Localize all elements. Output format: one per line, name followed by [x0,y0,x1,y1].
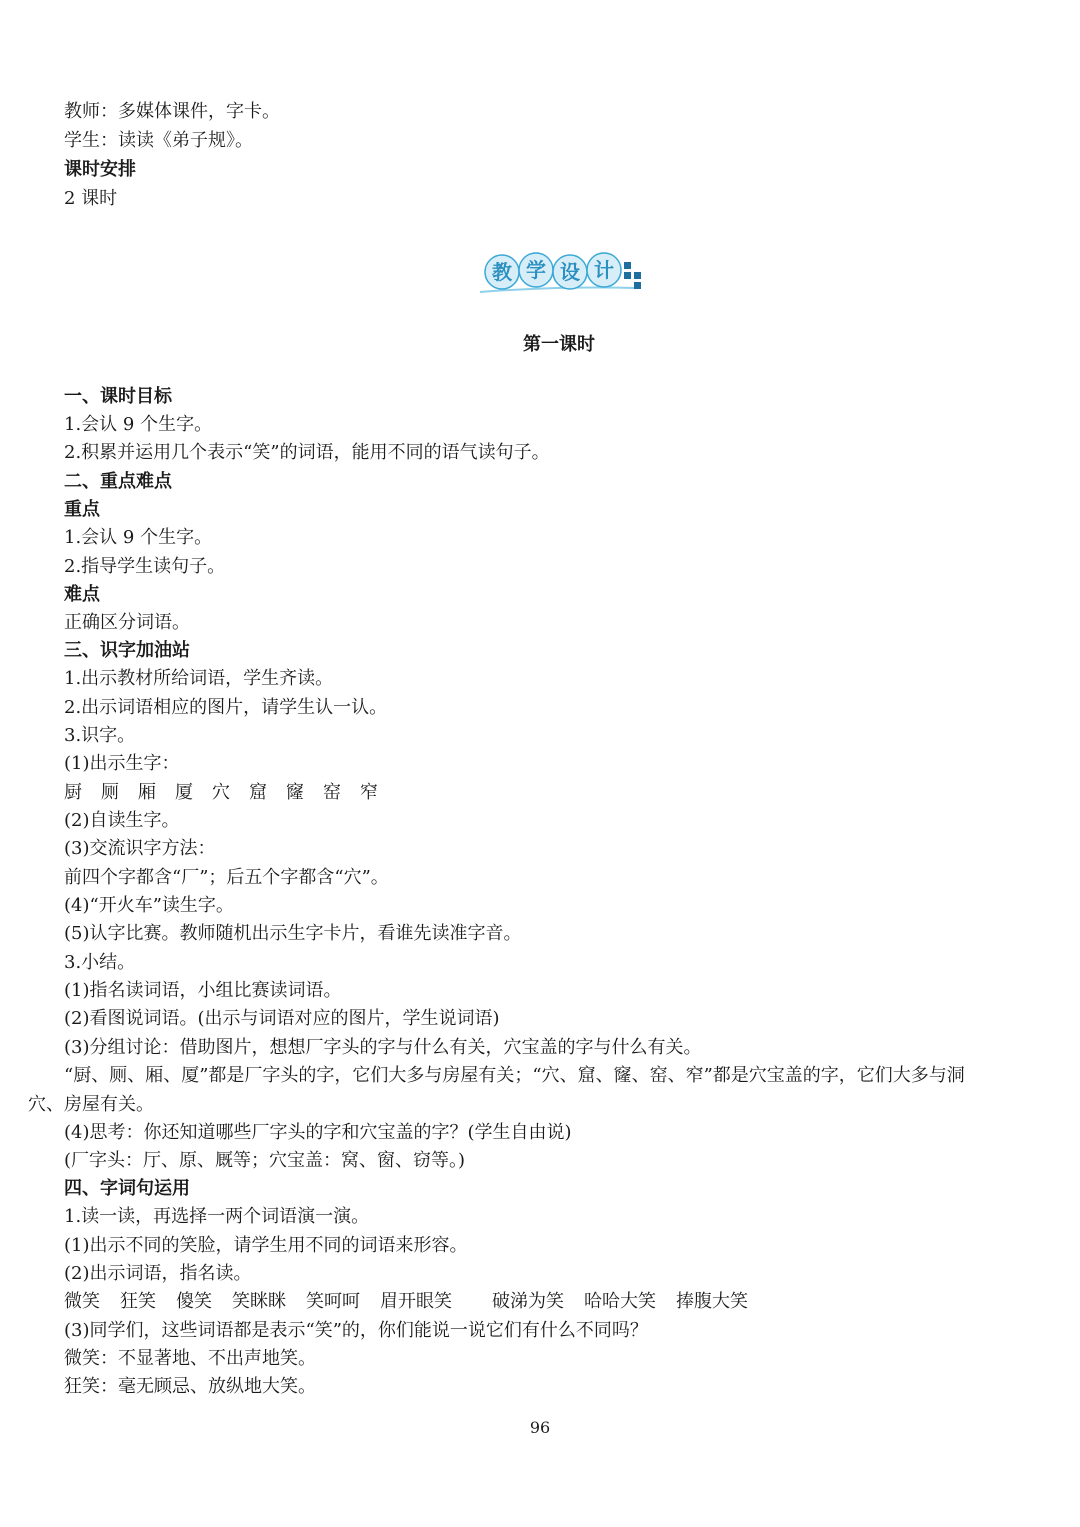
char-item: 厦 [175,782,193,803]
teaching-design-banner [478,248,648,298]
char-item: 窄 [360,782,378,803]
literacy-line-16: (厂字头：厅、原、厩等；穴宝盖：窝、窗、窃等。) [64,1150,466,1171]
usage-line-3: (2)出示词语，指名读。 [64,1263,252,1284]
literacy-line-14b: 穴、房屋有关。 [28,1094,154,1115]
literacy-line-9: (5)认字比赛。教师随机出示生字卡片，看谁先读准字音。 [64,923,522,944]
literacy-line-13: (3)分组讨论：借助图片，想想厂字头的字与什么有关，穴宝盖的字与什么有关。 [64,1037,702,1058]
goal-line-2: 2.积累并运用几个表示“笑”的词语，能用不同的语气读句子。 [64,442,550,463]
usage-line-2: (1)出示不同的笑脸，请学生用不同的词语来形容。 [64,1235,468,1256]
materials-student: 学生：读读《弟子规》。 [64,130,253,151]
literacy-line-4: (1)出示生字： [64,753,180,774]
literacy-line-1: 1.出示教材所给词语，学生齐读。 [64,668,334,689]
word-item: 笑呵呵 [306,1291,360,1312]
page-number: 96 [529,1418,551,1437]
banner-char-3: 设 [560,260,580,284]
difficult-point: 正确区分词语。 [64,612,190,633]
schedule-value: 2 课时 [64,188,118,209]
section-heading-usage: 四、字词句运用 [64,1178,190,1199]
word-item: 眉开眼笑 [380,1291,452,1312]
literacy-line-10: 3.小结。 [64,952,136,973]
literacy-line-2: 2.出示词语相应的图片，请学生认一认。 [64,697,388,718]
key-point-1: 1.会认 9 个生字。 [64,527,213,548]
literacy-line-11: (1)指名读词语，小组比赛读词语。 [64,980,342,1001]
usage-line-5: 微笑：不显著地、不出声地笑。 [64,1348,316,1369]
char-item: 窟 [249,782,267,803]
banner-char-2: 学 [526,258,546,282]
lesson-title: 第一课时 [523,334,595,355]
char-item: 厕 [101,782,119,803]
word-item: 微笑 [64,1291,100,1312]
section-heading-key-difficult: 二、重点难点 [64,471,172,492]
word-item: 笑眯眯 [232,1291,286,1312]
literacy-line-7: 前四个字都含“厂”；后五个字都含“穴”。 [64,867,389,888]
schedule-heading: 课时安排 [64,159,136,180]
word-item: 破涕为笑 [492,1291,564,1312]
literacy-line-12: (2)看图说词语。(出示与词语对应的图片，学生说词语) [64,1008,500,1029]
usage-line-6: 狂笑：毫无顾忌、放纵地大笑。 [64,1376,316,1397]
char-item: 窑 [323,782,341,803]
literacy-line-6: (3)交流识字方法： [64,838,216,859]
word-item: 哈哈大笑 [584,1291,656,1312]
word-item: 捧腹大笑 [676,1291,748,1312]
banner-char-4: 计 [594,258,614,282]
word-item: 傻笑 [176,1291,212,1312]
key-point-2: 2.指导学生读句子。 [64,556,226,577]
literacy-line-15: (4)思考：你还知道哪些厂字头的字和穴宝盖的字？(学生自由说) [64,1122,572,1143]
banner-char-1: 教 [492,260,512,284]
smile-words [64,1291,768,1313]
materials-teacher: 教师：多媒体课件，字卡。 [64,101,280,122]
char-item: 厨 [64,782,82,803]
literacy-line-5: (2)自读生字。 [64,810,180,831]
char-item: 穴 [212,782,230,803]
key-points-heading: 重点 [64,499,100,520]
usage-line-4: (3)同学们，这些词语都是表示“笑”的，你们能说一说它们有什么不同吗？ [64,1320,648,1341]
char-item: 厢 [138,782,156,803]
new-characters [64,782,397,804]
section-heading-goals: 一、课时目标 [64,386,172,407]
difficult-heading: 难点 [64,584,100,605]
literacy-line-14a: “厨、厕、厢、厦”都是厂字头的字，它们大多与房屋有关；“穴、窟、窿、窑、窄”都是穴宝盖的字，它们大多与洞 [64,1065,965,1086]
usage-line-1: 1.读一读，再选择一两个词语演一演。 [64,1206,370,1227]
section-heading-literacy: 三、识字加油站 [64,640,190,661]
literacy-line-3: 3.识字。 [64,725,136,746]
goal-line-1: 1.会认 9 个生字。 [64,414,213,435]
literacy-line-8: (4)“开火车”读生字。 [64,895,234,916]
char-item: 窿 [286,782,304,803]
banner-square-icon [624,262,631,269]
word-item: 狂笑 [120,1291,156,1312]
